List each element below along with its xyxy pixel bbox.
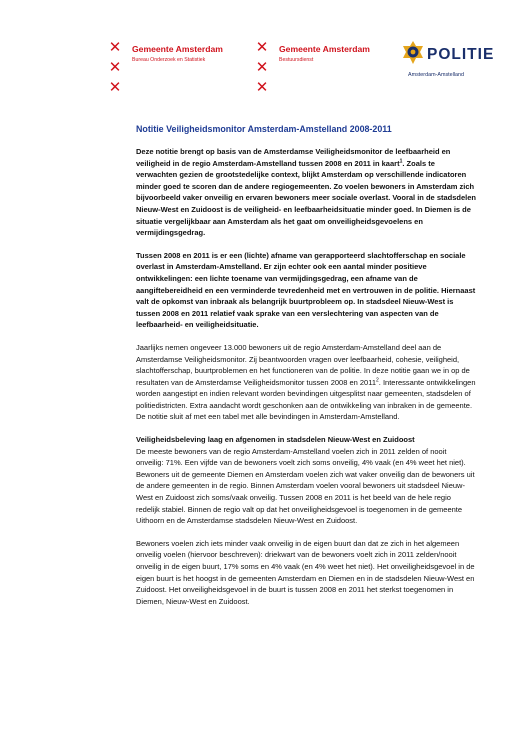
andreas-crosses-icon: ✕ ✕ ✕: [255, 38, 269, 96]
intro-paragraph-2: Tussen 2008 en 2011 is er een (lichte) afname van gerapporteerd slachtofferschap en sociale overlast in Amsterdam-Amstelland. Er zijn echter ook een aantal minder positieve ontwikkelingen: een lichte toename van vermijdingsgedrag, een afname van de aangiftebereidheid en een verminderde tevredenheid met en vertrouwen in de politie. Hiernaast valt de opkomst van inbraak als belangrijk buurtprobleem op. In stadsdeel Nieuw-West is tussen 2008 en 2011 relatief vaak sprake van een verslechtering van aspecten van de leefbaarheid- en veiligheidsituatie.: [136, 250, 476, 330]
police-badge-icon: [400, 40, 426, 68]
intro-paragraph-1: Deze notitie brengt op basis van de Amsterdamse Veiligheidsmonitor de leefbaarheid en veiligheid in de regio Amsterdam-Amstelland tussen 2008 en 2011 in kaart$^1$. Zoals te verwachten gezien de grootstedelijke context, blijkt Amsterdam op verschillende indicatoren minder goed te scoren dan de andere regiogemeenten. Zo voelen bewoners in Amsterdam zich bijvoorbeeld vaker onveilig en ervaren bewoners meer sociale overlast. Vooral in de stadsdelen Nieuw-West en Zuidoost is de veiligheid- en leefbaarheidsituatie minder goed. In Diemen is de situatie vergelijkbaar aan Amsterdam als het gaat om onveiligheidsgevoelens en vermijdingsgedrag.: [136, 147, 476, 238]
logo-name: Gemeente Amsterdam: [279, 44, 370, 54]
header-logos: [0, 40, 530, 110]
body-paragraph-3: Bewoners voelen zich iets minder vaak onveilig in de eigen buurt dan dat ze zich in het algemeen onveilig voelen (hiervoor beschreven): driekwart van de bewoners voelt zich in 2011 zelden/nooit onveilig in de eigen buurt, 17% soms en 4% vaak (en 4% weet het niet). Het onveiligheidsgevoel in de eigen buurt is het hoogst in de gemeenten Amsterdam en Diemen en in de stadsdelen Nieuw-West en Zuidoost. Het onveiligheidsgevoel in de buurt is tussen 2008 en 2011 het sterkst toegenomen in Diemen, Nieuw-West en Zuidoost.: [136, 538, 475, 606]
document-title: Notitie Veiligheidsmonitor Amsterdam-Amstelland 2008-2011: [136, 124, 392, 134]
document-body: [136, 124, 476, 618]
politie-logo: [400, 40, 510, 100]
footnote-ref-2: 2: [376, 377, 379, 384]
body-paragraph-2: De meeste bewoners van de regio Amsterdam-Amstelland voelen zich in 2011 zelden of nooit onveilig: 71%. Een vijfde van de bewoners voelt zich soms onveilig, 4% vaak (en 4% weet het niet). Bewoners uit de gemeente Diemen en Amsterdam voelen zich wat vaker onveilig dan de bewoners uit de andere gemeenten in de regio. Binnen Amsterdam voelen vooral bewoners uit stadsdeel Nieuw-West en Zuidoost zich soms/vaak onveilig. Tussen 2008 en 2011 is het beeld van de hele regio redelijk stabiel. Binnen de regio valt op dat het onveiligheidsgevoel is toegenomen in de gemeente Uithoorn en de Amsterdamse stadsdelen Nieuw-West en Zuidoost.: [136, 446, 475, 526]
logo-subtitle: Bestuursdienst: [279, 57, 314, 63]
gemeente-amsterdam-logo: [108, 40, 238, 100]
gemeente-amsterdam-bestuursdienst-logo: [255, 40, 375, 100]
footnote-ref-1: 1: [399, 158, 403, 165]
body-paragraph-1: Jaarlijks nemen ongeveer 13.000 bewoners uit de regio Amsterdam-Amstelland deel aan de Amsterdamse Veiligheidsmonitor. Zij beantwoorden vragen over leefbaarheid, cohesie, veiligheid, slachtofferschap, buurtproblemen en het functioneren van de politie. In deze notitie gaan we in op de resultaten van de Amsterdamse Veiligheidsmonitor tussen 2008 en 2011$^2$. Interessante ontwikkelingen worden aangestipt en indien relevant worden bevindingen uitgesplitst naar gemeenten, stadsdelen of politiedistricten. Extra aandacht wordt geschonken aan de ontwikkeling van inbraken in de gemeente. De notitie sluit af met een tabel met alle bevindingen in Amsterdam-Amstelland.: [136, 342, 476, 422]
logo-name: Gemeente Amsterdam: [132, 44, 223, 54]
politie-wordmark: POLITIE: [427, 46, 495, 63]
politie-region: Amsterdam-Amstelland: [408, 72, 465, 78]
logo-subtitle: Bureau Onderzoek en Statistiek: [132, 57, 206, 63]
andreas-crosses-icon: ✕ ✕ ✕: [108, 38, 122, 96]
section-heading: Veiligheidsbeleving laag en afgenomen in stadsdelen Nieuw-West en Zuidoost: [136, 435, 415, 445]
